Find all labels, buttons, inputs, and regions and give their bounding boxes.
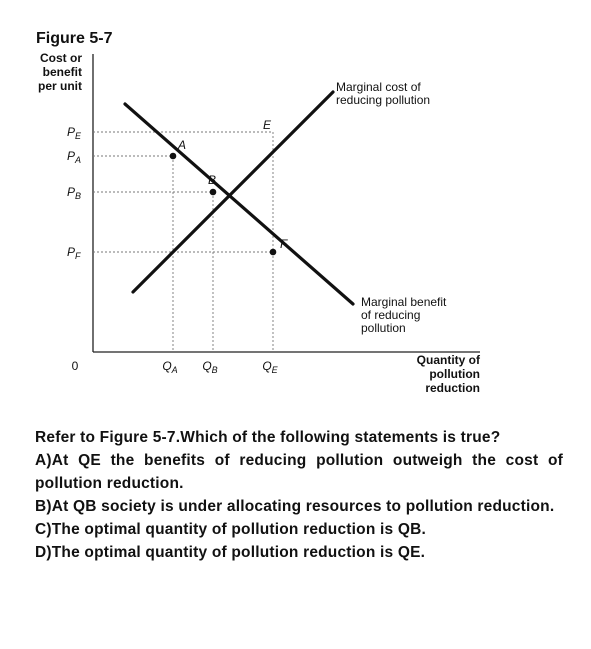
x-tick-label-qe: $Q_E$ [262, 359, 278, 375]
marginal-cost-label: Marginal cost of [336, 80, 421, 94]
marginal-benefit-label: Marginal benefit [361, 295, 447, 309]
point-label-b: B [208, 173, 217, 187]
origin-label: 0 [71, 359, 79, 373]
x-axis-label: reduction [425, 381, 480, 395]
question-stem: Refer to Figure 5-7.Which of the following statements is true? [35, 429, 501, 446]
x-axis-label: Quantity of [416, 353, 480, 367]
y-tick-label-pb: $P_B$ [67, 185, 82, 201]
marginal-cost-label: reducing pollution [336, 93, 431, 107]
point-label-a: A [178, 138, 187, 152]
answer-option-c[interactable]: C)The optimal quantity of pollution reduction is QB. [35, 521, 426, 538]
marginal-benefit-label: of reducing [361, 308, 421, 322]
question-block [35, 426, 563, 564]
x-tick-label-qa: $Q_A$ [162, 359, 178, 375]
answer-option-b[interactable]: B)At QB society is under allocating resources to pollution reduction. [35, 498, 555, 515]
y-axis-label-line: benefit [42, 65, 82, 79]
y-tick-label-pf: $P_F$ [67, 245, 81, 261]
y-axis-label-line: Cost or [40, 51, 82, 65]
y-tick-label-pa: $P_A$ [67, 149, 82, 165]
x-axis-label: pollution [429, 367, 480, 381]
point-b [210, 189, 217, 196]
y-tick-label-pe: $P_E$ [67, 125, 82, 141]
figure-title: Figure 5-7 [36, 30, 113, 47]
answer-option-a[interactable]: A)At QE the benefits of reducing pollution outweigh the cost of pollution reduction. [35, 452, 563, 492]
marginal-benefit-line [125, 104, 353, 304]
marginal-benefit-label: pollution [361, 321, 406, 335]
x-tick-label-qb: $Q_B$ [202, 359, 218, 375]
point-f [270, 249, 277, 256]
y-axis-label-line: per unit [38, 79, 82, 93]
point-label-e: E [263, 118, 272, 132]
point-label-f: F [280, 237, 288, 251]
answer-option-d[interactable]: D)The optimal quantity of pollution reduction is QE. [35, 544, 426, 561]
point-a [170, 153, 177, 160]
